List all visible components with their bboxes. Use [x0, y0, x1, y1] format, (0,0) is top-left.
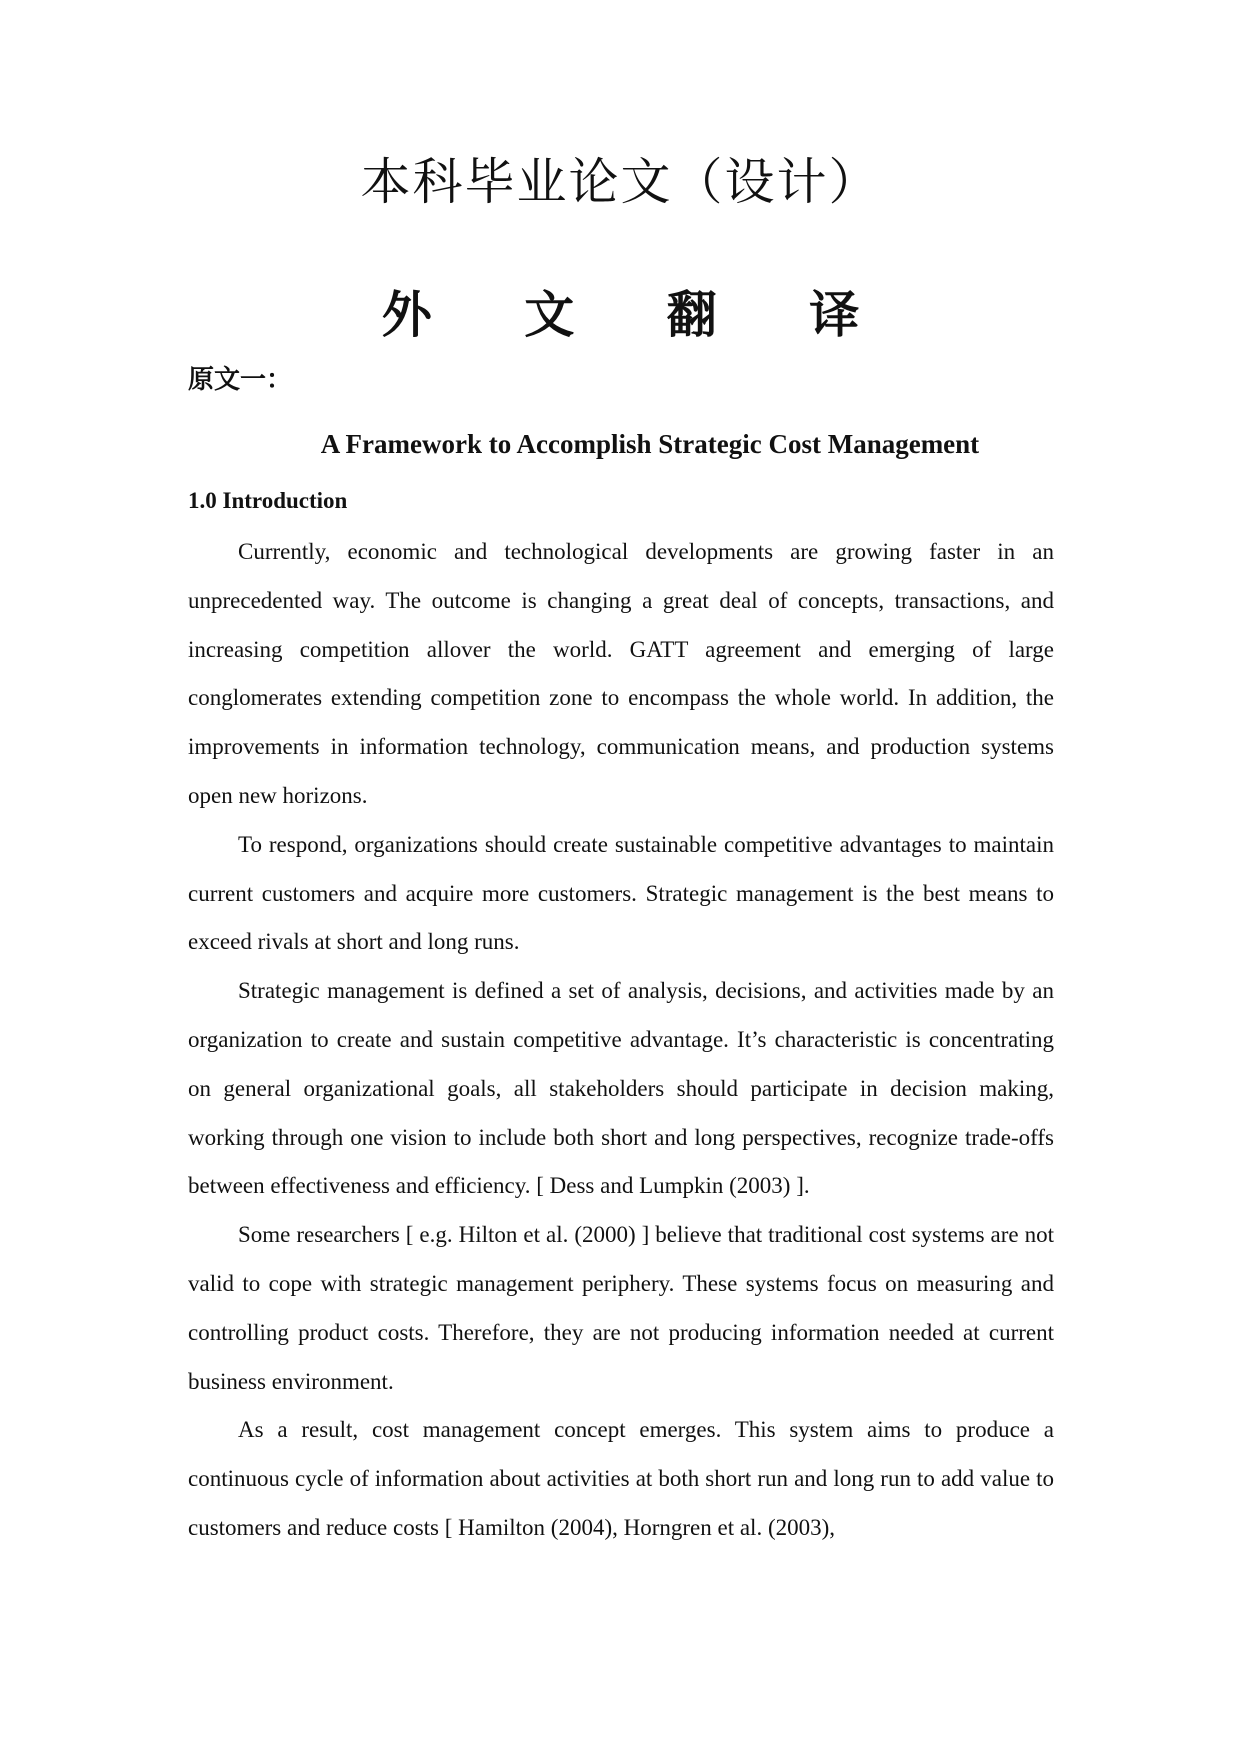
article-title: A Framework to Accomplish Strategic Cost Management: [320, 429, 980, 459]
section-heading: 1.0 Introduction: [188, 488, 348, 513]
paragraph: Currently, economic and technological developments are growing faster in an unprecedented way. The outcome is changing a great deal of concepts, transactions, and increasing competition allover the world. GATT agreement and emerging of large conglomerates extending competition zone to encompass the whole world. In addition, the improvements in information technology, communication means, and production systems open new horizons.: [188, 539, 1054, 808]
translation-title: 外 文 翻 译: [381, 287, 900, 343]
paragraph: Strategic management is defined a set of analysis, decisions, and activities made by an organization to create and sustain competitive advantage. It’s characteristic is concentrating on general organizational goals, all stakeholders should participate in decision making, working through one vision to include both short and long perspectives, recognize trade-offs between effectiveness and efficiency. [ Dess and Lumpkin (2003) ].: [188, 978, 1054, 1199]
paragraph: To respond, organizations should create sustainable competitive advantages to maintain current customers and acquire more customers. Strategic management is the best means to exceed rivals at short and long runs.: [188, 831, 1054, 955]
body-text: [188, 528, 1054, 1553]
thesis-title: 本科毕业论文（设计）: [360, 154, 881, 210]
paragraph: Some researchers [ e.g. Hilton et al. (2000) ] believe that traditional cost systems are not valid to cope with strategic management periphery. These systems focus on measuring and controlling product costs. Therefore, they are not producing information needed at current business environment.: [188, 1222, 1054, 1394]
paragraph: As a result, cost management concept emerges. This system aims to produce a continuous cycle of information about activities at both short run and long run to add value to customers and reduce costs [ Hamilton (2004), Horngren et al. (2003),: [188, 1417, 1054, 1540]
source-text-label: 原文一：: [188, 365, 293, 394]
